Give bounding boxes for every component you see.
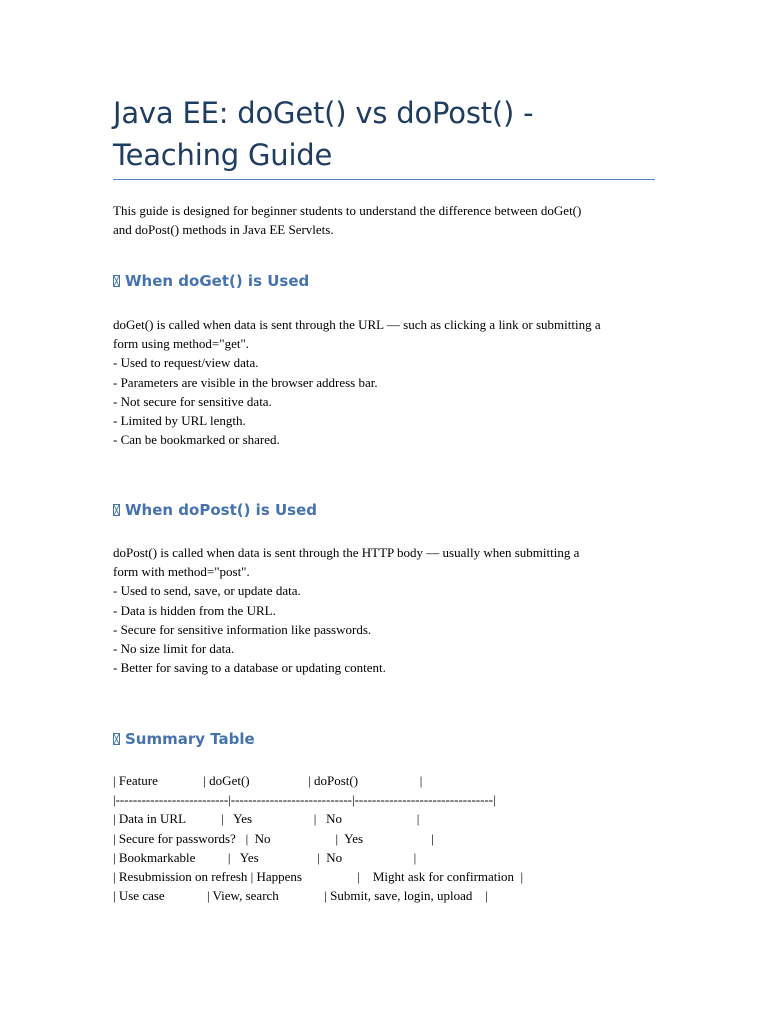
body-line: doPost() is called when data is sent through the HTTP body — usually when submitting a: [113, 545, 580, 560]
intro-paragraph: [113, 201, 658, 239]
section-heading-summary: [113, 729, 255, 749]
intro-line: and doPost() methods in Java EE Servlets.: [113, 222, 334, 238]
section-heading-text: When doPost() is Used: [125, 501, 317, 519]
intro-line: This guide is designed for beginner students to understand the difference between doGet(): [113, 203, 582, 218]
missing-glyph-icon: [113, 275, 120, 287]
summary-table: [113, 771, 523, 905]
section-body-doget: [113, 315, 658, 449]
table-row: | Secure for passwords? | No | Yes |: [113, 830, 434, 846]
list-item: - Secure for sensitive information like passwords.: [113, 621, 372, 637]
list-item: - Limited by URL length.: [113, 413, 246, 429]
list-item: - No size limit for data.: [113, 641, 235, 657]
body-line: form using method="get".: [113, 336, 250, 352]
body-line: form with method="post".: [113, 564, 250, 580]
table-row: | Resubmission on refresh | Happens | Might ask for confirmation |: [113, 869, 524, 885]
section-heading-text: When doGet() is Used: [125, 272, 310, 290]
list-item: - Data is hidden from the URL.: [113, 602, 276, 618]
list-item: - Not secure for sensitive data.: [113, 393, 272, 409]
section-heading-text: Summary Table: [125, 730, 255, 748]
list-item: - Parameters are visible in the browser address bar.: [113, 374, 378, 390]
list-item: - Can be bookmarked or shared.: [113, 432, 280, 448]
list-item: - Used to send, save, or update data.: [113, 583, 301, 599]
list-item: - Better for saving to a database or updating content.: [113, 660, 386, 676]
table-row: | Data in URL | Yes | No |: [113, 811, 420, 827]
list-item: - Used to request/view data.: [113, 355, 259, 371]
body-line: doGet() is called when data is sent through the URL — such as clicking a link or submitting a: [113, 317, 601, 332]
missing-glyph-icon: [113, 504, 120, 516]
section-heading-dopost: [113, 500, 317, 520]
table-header-row: | Feature | doGet() | doPost() |: [113, 773, 423, 788]
section-body-dopost: [113, 543, 658, 677]
table-separator-row: |--------------------------|----------------------------|--------------------------------|: [113, 792, 496, 808]
section-heading-doget: [113, 271, 309, 291]
page-title: Java EE: doGet() vs doPost() - Teaching Guide: [113, 96, 534, 172]
table-row: | Use case | View, search | Submit, save, login, upload |: [113, 888, 489, 904]
table-row: | Bookmarkable | Yes | No |: [113, 849, 417, 865]
title-divider: [113, 179, 655, 180]
missing-glyph-icon: [113, 733, 120, 745]
